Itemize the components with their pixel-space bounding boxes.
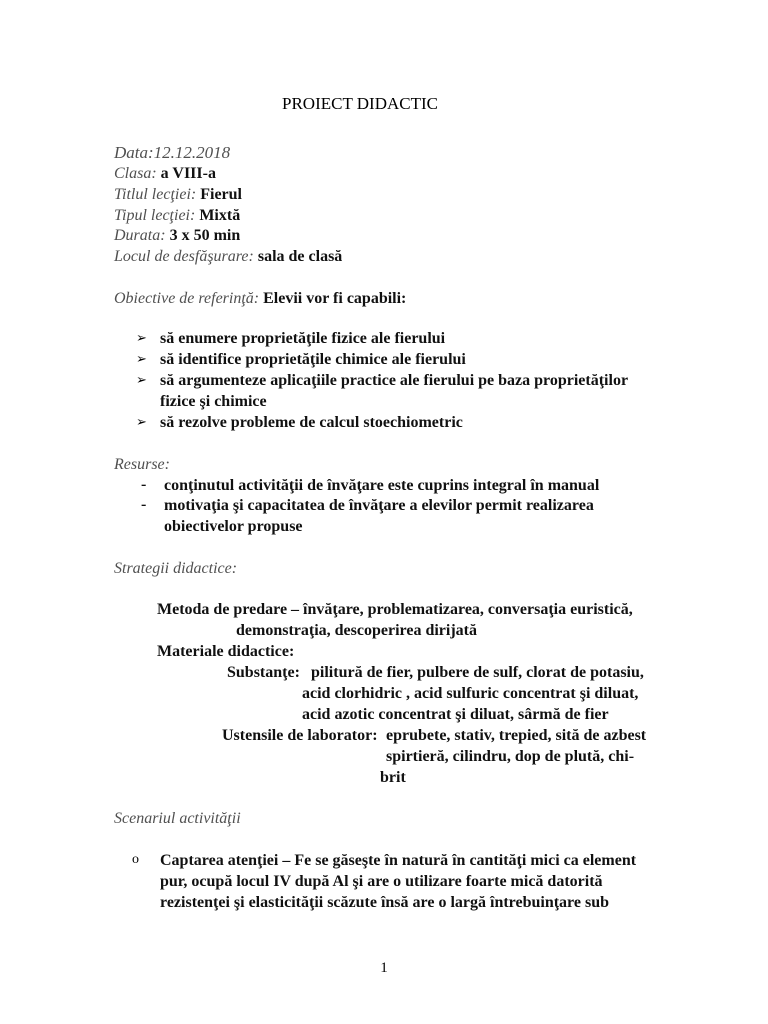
arrow-bullet-icon: ➢ [136,351,147,366]
ustensile-line: eprubete, stativ, trepied, sită de azbest [386,727,647,744]
locul-line [114,247,342,267]
durata-value: 3 x 50 min [169,227,241,244]
substante-line: acid clorhidric , acid sulfuric concentrat şi diluat, [302,685,639,702]
titlu-label: Titlul lecţiei: [114,186,197,203]
substante-label: Substanţe: [227,664,300,681]
dash-bullet: - [141,476,147,493]
objective-item: să enumere proprietăţile fizice ale fierului [160,330,446,347]
titlu-line [114,185,242,205]
ustensile-line: spirtieră, cilindru, dop de plută, chi- [386,748,635,765]
clasa-value: a VIII-a [160,165,216,182]
locul-label: Locul de desfăşurare: [114,248,254,265]
document-title: PROIECT DIDACTIC [282,94,438,113]
circle-bullet-icon: o [132,852,139,867]
resurse-label: Resurse: [114,456,170,473]
obiective-value: Elevii vor fi capabili: [263,290,407,307]
tip-line [114,206,240,226]
page-number: 1 [380,960,388,976]
substante-line: acid azotic concentrat şi diluat, sârmă de fier [302,706,609,723]
substante-line: pilitură de fier, pulbere de sulf, clorat de potasiu, [311,664,644,681]
clasa-label: Clasa: [114,165,157,182]
resurse-item-continuation: obiectivelor propuse [164,518,303,535]
scenariu-label: Scenariul activităţii [114,810,241,827]
arrow-bullet-icon: ➢ [136,414,147,429]
date-line: Data:12.12.2018 [114,143,231,162]
resurse-item: conţinutul activităţii de învăţare este cuprins integral în manual [164,477,600,494]
objective-item: să identifice proprietăţile chimice ale fierului [160,351,466,368]
objective-item: să argumenteze aplicaţiile practice ale fierului pe baza proprietăţilor [160,372,629,389]
locul-value: sala de clasă [257,248,343,265]
durata-line [114,226,240,246]
strategii-label: Strategii didactice: [114,560,238,577]
resurse-item: motivaţia şi capacitatea de învăţare a elevilor permit realizarea [164,497,594,514]
tip-label: Tipul lecţiei: [114,207,196,224]
obiective-label: Obiective de referinţă: [114,290,260,307]
ustensile-line: brit [380,769,406,786]
arrow-bullet-icon: ➢ [136,372,147,387]
scenariu-line: Captarea atenţiei – Fe se găseşte în natură în cantităţi mici ca element [160,852,637,869]
objective-item: să rezolve probleme de calcul stoechiometric [160,414,463,431]
metoda-continuation: demonstraţia, descoperirea dirijată [236,622,477,639]
objective-item-continuation: fizice şi chimice [160,393,267,410]
materiale-label: Materiale didactice: [157,643,295,660]
metoda-line: Metoda de predare – învăţare, problematizarea, conversaţia euristică, [157,601,633,618]
tip-value: Mixtă [199,207,241,224]
scenariu-line: pur, ocupă locul IV după Al şi are o utilizare foarte mică datorită [160,873,603,890]
scenariu-line: rezistenţei şi elasticităţii scăzute însă are o largă întrebuinţare sub [160,894,609,911]
durata-label: Durata: [114,227,166,244]
clasa-line [114,164,216,184]
arrow-bullet-icon: ➢ [136,330,147,345]
ustensile-label: Ustensile de laborator: [222,727,378,744]
obiective-line [114,289,406,309]
dash-bullet: - [141,496,147,513]
titlu-value: Fierul [200,186,242,203]
